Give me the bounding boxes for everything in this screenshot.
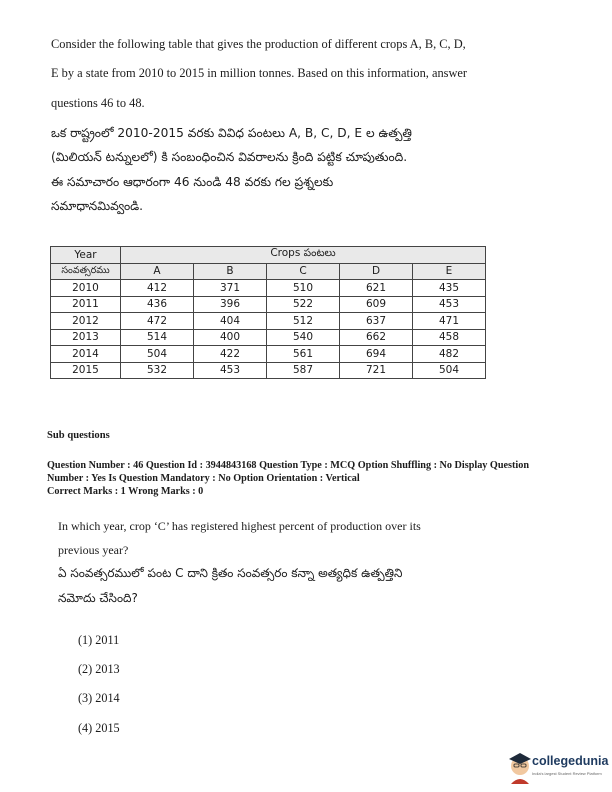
brand-tagline: India's largest Student Review Platform	[532, 771, 602, 776]
value-cell: 514	[121, 329, 194, 346]
table-row	[51, 313, 486, 330]
value-cell: 609	[340, 296, 413, 313]
value-cell: 510	[267, 280, 340, 297]
brand-name: collegedunia	[532, 754, 609, 768]
value-cell: 532	[121, 362, 194, 379]
value-cell: 435	[413, 280, 486, 297]
table-row	[51, 362, 486, 379]
question-meta-line-1: Question Number : 46 Question Id : 3944843168 Question Type : MCQ Option Shuffling : No Display Question	[47, 460, 529, 471]
question-text-telugu	[58, 561, 578, 611]
value-cell: 453	[413, 296, 486, 313]
value-cell: 482	[413, 346, 486, 363]
option-2[interactable]: (2) 2013	[78, 662, 120, 676]
question-line-2: previous year?	[58, 543, 129, 557]
year-cell: 2011	[51, 296, 121, 313]
value-cell: 561	[267, 346, 340, 363]
column-header: B	[194, 263, 267, 280]
value-cell: 522	[267, 296, 340, 313]
value-cell: 412	[121, 280, 194, 297]
table-subheader-row	[51, 263, 486, 280]
value-cell: 504	[413, 362, 486, 379]
question-telugu-line-1: ఏ సంవత్సరములో పంట C దాని క్రితం సంవత్సరం కన్నా అత్యధిక ఉత్పత్తిని	[58, 566, 403, 580]
crop-production-table	[50, 246, 486, 379]
value-cell: 721	[340, 362, 413, 379]
intro-telugu-4: సమాధానమివ్వండి.	[51, 199, 144, 213]
value-cell: 504	[121, 346, 194, 363]
question-meta-line-2: Number : Yes Is Question Mandatory : No Option Orientation : Vertical	[47, 473, 360, 484]
year-header-telugu: సంవత్సరము	[51, 263, 121, 280]
value-cell: 436	[121, 296, 194, 313]
intro-telugu-2: (మిలియన్ టన్నులలో) కి సంబంధించిన వివరాలను క్రింది పట్టిక చూపుతుంది.	[51, 150, 408, 164]
sub-questions-heading: Sub questions	[47, 430, 110, 441]
table-row	[51, 296, 486, 313]
value-cell: 587	[267, 362, 340, 379]
value-cell: 404	[194, 313, 267, 330]
column-header: C	[267, 263, 340, 280]
question-metadata	[47, 459, 587, 498]
value-cell: 471	[413, 313, 486, 330]
question-telugu-line-2: నమోదు చేసింది?	[58, 591, 138, 605]
question-text-english	[58, 514, 578, 562]
column-header: D	[340, 263, 413, 280]
value-cell: 621	[340, 280, 413, 297]
column-header: E	[413, 263, 486, 280]
value-cell: 694	[340, 346, 413, 363]
crops-header: Crops పంటలు	[121, 247, 486, 264]
value-cell: 453	[194, 362, 267, 379]
table-header-row	[51, 247, 486, 264]
value-cell: 396	[194, 296, 267, 313]
value-cell: 400	[194, 329, 267, 346]
value-cell: 472	[121, 313, 194, 330]
intro-telugu-1: ఒక రాష్ట్రంలో 2010-2015 వరకు వివిధ పంటలు A, B, C, D, E ల ఉత్పత్తి	[51, 126, 412, 140]
value-cell: 662	[340, 329, 413, 346]
table-row	[51, 329, 486, 346]
option-1[interactable]: (1) 2011	[78, 633, 120, 647]
intro-telugu-3: ఈ సమాచారం ఆధారంగా 46 నుండి 48 వరకు గల ప్రశ్నలకు	[51, 175, 334, 189]
value-cell: 637	[340, 313, 413, 330]
intro-line-2: E by a state from 2010 to 2015 in million tonnes. Based on this information, answer	[51, 66, 468, 80]
value-cell: 422	[194, 346, 267, 363]
year-cell: 2012	[51, 313, 121, 330]
option-3[interactable]: (3) 2014	[78, 691, 120, 705]
intro-line-1: Consider the following table that gives the production of different crops A, B, C, D,	[51, 37, 466, 51]
year-cell: 2013	[51, 329, 121, 346]
table-row	[51, 280, 486, 297]
column-header: A	[121, 263, 194, 280]
option-4[interactable]: (4) 2015	[78, 721, 120, 735]
value-cell: 371	[194, 280, 267, 297]
year-cell: 2010	[51, 280, 121, 297]
question-meta-line-3: Correct Marks : 1 Wrong Marks : 0	[47, 486, 204, 497]
year-header: Year	[51, 247, 121, 264]
table-row	[51, 346, 486, 363]
year-cell: 2014	[51, 346, 121, 363]
value-cell: 458	[413, 329, 486, 346]
year-cell: 2015	[51, 362, 121, 379]
value-cell: 512	[267, 313, 340, 330]
intro-line-3: questions 46 to 48.	[51, 96, 145, 110]
value-cell: 540	[267, 329, 340, 346]
question-line-1: In which year, crop ‘C’ has registered highest percent of production over its	[58, 519, 421, 533]
